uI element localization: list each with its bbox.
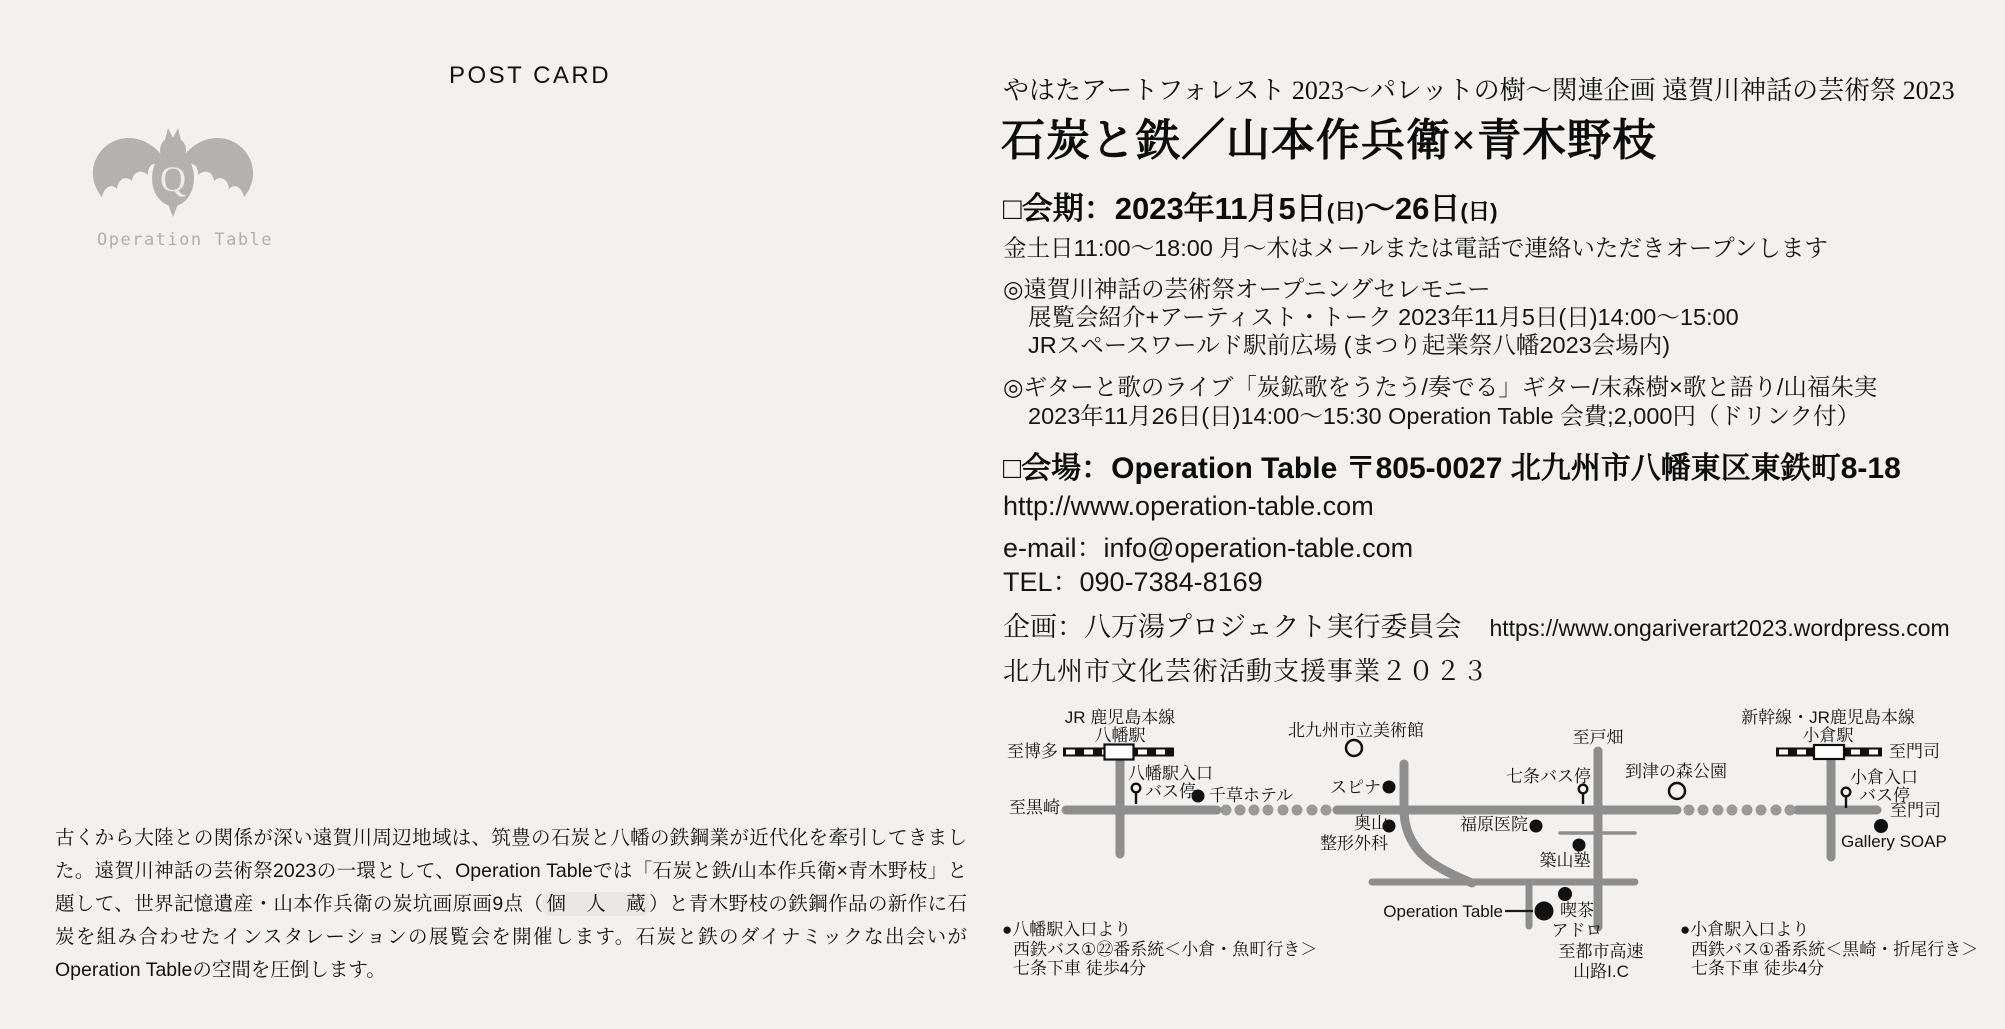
chikuyama-dot — [1573, 839, 1586, 852]
yahata-station-rect — [1105, 745, 1134, 760]
description-text-post: ）と青木野枝の鉄鋼作品の新作に石炭を組み合わせたインスタレーションの展覧会を開催します。石炭と鉄のダイナミックな出会いがOperation Tableの空間を圧倒します。 — [55, 893, 967, 981]
organizer-row — [1003, 605, 1950, 644]
map-label-shinkansen-line: 新幹線・JR鹿児島本線 — [1741, 708, 1915, 727]
dates-line — [1003, 183, 1498, 228]
exhibition-description — [55, 822, 967, 987]
logo-wordmark: Operation Table — [97, 230, 274, 250]
access-note-kokura — [1680, 920, 1978, 979]
opening-hours: 金土日11:00〜18:00 月〜木はメールまたは電話で連絡いただきオープンします — [1003, 235, 1828, 261]
event2-heading: ◎ギターと歌のライブ「炭鉱歌をうたう/奏でる」ギター/末森樹×歌と語り/山福朱実 — [1003, 374, 1878, 400]
map-label-kokura-station: 小倉駅 — [1802, 726, 1854, 745]
map-label-operation-table: Operation Table — [1383, 902, 1503, 921]
support-program: 北九州市文化芸術活動支援事業２０２３ — [1003, 656, 1490, 686]
map-label-kissa-l1: 喫茶 — [1560, 901, 1594, 920]
map-label-gallery-soap: Gallery SOAP — [1841, 832, 1947, 851]
gallery-soap-dot — [1874, 819, 1888, 833]
dates-day2: (日) — [1460, 199, 1498, 224]
map-label-to-moji-rail: 至門司 — [1889, 742, 1940, 761]
website-url: http://www.operation-table.com — [1003, 491, 1374, 521]
map-label-to-hakata: 至博多 — [1007, 742, 1058, 761]
kokura-station-rect — [1814, 745, 1844, 759]
map-label-museum: 北九州市立美術館 — [1288, 721, 1424, 740]
event1-detail: 展覧会紹介+アーティスト・トーク 2023年11月5日(日)14:00〜15:00 — [1028, 304, 1739, 330]
map-label-spina: スピナ — [1330, 778, 1381, 797]
description-text-pre: 古くから大陸との関係が深い遠賀川周辺地域は、筑豊の石炭と八幡の鉄鋼業が近代化を牽引してきました。遠賀川神話の芸術祭2023の一環として、Operation Tableでは「石炭と鉄/山本作兵衛×青木野枝」と題して、世界記憶遺産・山本作兵衛の炭坑画原画9点（ — [55, 827, 967, 915]
access-kokura-l3: 七条下車 徒歩4分 — [1691, 959, 1825, 978]
map-label-to-tobata: 至戸畑 — [1572, 728, 1624, 747]
bat-tail — [168, 204, 178, 217]
map-label-expressway — [1559, 942, 1644, 981]
venue-line: □会場：Operation Table 〒805-0027 北九州市八幡東区東鉄町8-18 — [1003, 452, 1901, 485]
access-kokura-l1: ●小倉駅入口より — [1680, 920, 1810, 939]
exhibition-title: 石炭と鉄／山本作兵衛×青木野枝 — [1001, 116, 1658, 165]
map-label-expressway-l1: 至都市高速 — [1558, 942, 1644, 961]
dates-day1: (日) — [1326, 199, 1364, 224]
organizer: 企画：八万湯プロジェクト実行委員会 — [1003, 612, 1462, 642]
map-label-kokura-entrance: 小倉入口 — [1850, 768, 1918, 787]
kokura-busstop-icon — [1842, 788, 1851, 808]
access-yahata-l3: 七条下車 徒歩4分 — [1013, 959, 1147, 978]
event1-heading: ◎遠賀川神話の芸術祭オープニングセレモニー — [1003, 276, 1491, 302]
access-yahata-l2: 西鉄バス①㉒番系統＜小倉・魚町行き＞ — [1013, 939, 1318, 959]
dates-part2: 〜26日 — [1363, 191, 1461, 226]
email-address: e-mail：info@operation-table.com — [1003, 533, 1414, 563]
map-label-yahata-station: 八幡駅 — [1094, 726, 1146, 745]
access-map — [1000, 695, 2005, 1024]
map-label-to-moji-road: 至門司 — [1890, 801, 1941, 820]
map-label-okuyama-l2: 整形外科 — [1320, 833, 1388, 853]
organizer-url: https://www.ongariverart2023.wordpress.com — [1489, 615, 1950, 641]
map-label-okuyama — [1320, 814, 1388, 853]
fukuhara-dot — [1530, 820, 1543, 833]
railway-kokura — [1776, 745, 1882, 759]
map-label-chigusa-hotel: 千草ホテル — [1209, 786, 1294, 805]
phone-number: TEL：090-7384-8169 — [1003, 567, 1263, 597]
event2-detail: 2023年11月26日(日)14:00〜15:30 Operation Table 会費;2,000円（ドリンク付） — [1028, 403, 1860, 429]
itozu-park-circle — [1669, 783, 1685, 799]
map-label-chikuyama: 築山塾 — [1539, 851, 1591, 870]
map-label-shichijo-busstop: 七条バス停 — [1506, 767, 1591, 786]
event-supertitle: やはたアートフォレスト 2023〜パレットの樹〜関連企画 遠賀川神話の芸術祭 2023 — [1003, 76, 1955, 105]
dotted-road-left — [1221, 805, 1332, 816]
dates-part1: □会期：2023年11月5日 — [1003, 191, 1327, 226]
map-label-kissa-adoro — [1552, 901, 1603, 940]
access-note-yahata — [1002, 920, 1317, 979]
map-label-yahata-entrance: 八幡駅入口 — [1128, 764, 1213, 783]
spina-dot — [1383, 781, 1396, 794]
museum-circle — [1346, 740, 1362, 756]
description-highlight: 個 人 蔵 — [543, 892, 649, 916]
access-kokura-l2: 西鉄バス①番系統＜黒崎・折尾行き＞ — [1691, 939, 1979, 959]
post-card-label: POST CARD — [449, 62, 612, 89]
access-yahata-l1: ●八幡駅入口より — [1002, 920, 1132, 939]
shichijo-busstop-icon — [1579, 785, 1588, 804]
map-label-fukuhara: 福原医院 — [1460, 815, 1528, 834]
map-label-yahata-busstop: バス停 — [1145, 782, 1196, 801]
kissa-adoro-dot — [1558, 887, 1572, 901]
map-label-to-kurosaki: 至黒崎 — [1009, 798, 1060, 817]
map-label-jr-line: JR 鹿児島本線 — [1064, 708, 1176, 727]
map-label-itozu-park: 到津の森公園 — [1625, 762, 1727, 781]
railway-yahata — [1063, 745, 1174, 760]
map-label-okuyama-l1: 奥山 — [1354, 814, 1388, 833]
logo-letter-q: Q — [160, 159, 186, 199]
yahata-busstop-icon — [1132, 784, 1141, 804]
event1-place: JRスペースワールド駅前広場 (まつり起業祭八幡2023会場内) — [1028, 332, 1671, 358]
map-label-kokura-busstop: バス停 — [1859, 786, 1910, 805]
map-label-kissa-l2: アドロ — [1551, 920, 1603, 940]
map-label-expressway-l2: 山路I.C — [1573, 961, 1629, 981]
dotted-road-right — [1684, 805, 1796, 816]
